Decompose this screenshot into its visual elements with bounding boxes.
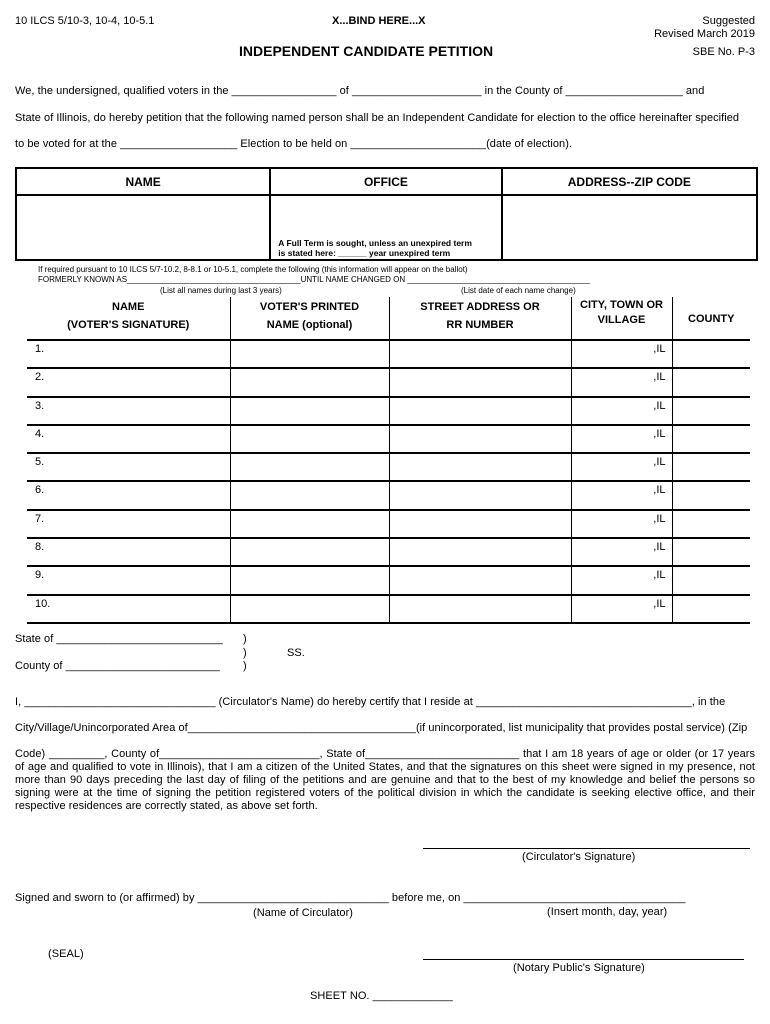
printed-name-cell[interactable] — [230, 538, 389, 566]
page-title: INDEPENDENT CANDIDATE PETITION — [239, 43, 494, 59]
county-cell[interactable] — [672, 595, 750, 623]
printed-name-cell[interactable] — [230, 566, 389, 594]
signature-row — [27, 368, 750, 396]
printed-name-cell[interactable] — [230, 397, 389, 425]
certification-line-2: City/Village/Unincorporated Area of_____________________________________(if unincorporated, list municipality that provides postal service) (Zip — [15, 722, 748, 734]
street-address-cell[interactable] — [389, 538, 571, 566]
statute-reference: 10 ILCS 5/10-3, 10-4, 10-5.1 — [15, 15, 155, 27]
name-of-circulator-label: (Name of Circulator) — [253, 907, 354, 919]
state-of-line: State of ___________________________ — [15, 633, 223, 645]
county-cell[interactable] — [672, 538, 750, 566]
county-cell[interactable] — [672, 397, 750, 425]
state-suffix: ,IL — [653, 569, 666, 582]
county-cell[interactable] — [672, 510, 750, 538]
notary-signature-label: (Notary Public's Signature) — [513, 962, 645, 974]
voter-signature-cell[interactable] — [27, 425, 230, 453]
voter-signature-cell[interactable] — [27, 595, 230, 623]
state-suffix: ,IL — [653, 541, 666, 554]
county-cell[interactable] — [672, 481, 750, 509]
row-number: 10. — [35, 597, 51, 610]
signature-row — [27, 566, 750, 594]
circulator-signature-label: (Circulator's Signature) — [522, 851, 636, 863]
signature-row — [27, 510, 750, 538]
state-suffix: ,IL — [653, 597, 666, 610]
county-cell[interactable] — [672, 368, 750, 396]
signature-row — [27, 481, 750, 509]
street-address-cell[interactable] — [389, 397, 571, 425]
certification-paragraph: Code) _________, County of__________________________, State of_________________________ that I am 18 years of age or older (or 17 years of age and qualified to vote in Illinois), that I am a citizen of the United States, and that the signatures on this sheet were signed in my presence, not more than 90 days preceding the last day of filing of the petitions and are genuine and that to the best of my knowledge and belief the persons so signing were at the time of signing the petition registered voters of the political division in which the candidate is seeking elective office, and their respective residences are correctly stated, as above set forth. — [15, 748, 755, 812]
county-cell[interactable] — [672, 566, 750, 594]
suggested-label: Suggested — [702, 15, 755, 27]
former-names-note: (List all names during last 3 years) — [160, 286, 282, 295]
state-suffix: ,IL — [653, 427, 666, 440]
candidate-office-cell[interactable] — [270, 195, 501, 260]
row-number: 9. — [35, 569, 45, 582]
intro-line-2: State of Illinois, do hereby petition that the following named person shall be an Independent Candidate for election to the office hereinafter specified — [15, 112, 740, 124]
candidate-address-header: ADDRESS--ZIP CODE — [502, 168, 757, 195]
notary-signature-line[interactable] — [423, 959, 744, 960]
voter-signature-cell[interactable] — [27, 340, 230, 368]
state-suffix: ,IL — [653, 343, 666, 355]
printed-name-cell[interactable] — [230, 595, 389, 623]
state-suffix: ,IL — [653, 399, 666, 412]
county-cell[interactable] — [672, 425, 750, 453]
certification-line-1: I, _______________________________ (Circulator's Name) do hereby certify that I reside at ___________________________________, in the — [15, 696, 726, 708]
city-header: CITY, TOWN OR VILLAGE — [571, 297, 672, 340]
printed-name-cell[interactable] — [230, 481, 389, 509]
voter-signature-cell[interactable] — [27, 481, 230, 509]
candidate-office-header: OFFICE — [270, 168, 501, 195]
venue-paren-2: ) — [243, 647, 247, 659]
street-address-header: STREET ADDRESS OR RR NUMBER — [389, 297, 571, 340]
candidate-address-cell[interactable] — [502, 195, 757, 260]
signature-row — [27, 538, 750, 566]
venue-paren-3: ) — [243, 660, 247, 672]
street-address-cell[interactable] — [389, 340, 571, 368]
full-term-note-1: A Full Term is sought, unless an unexpired term — [278, 238, 472, 248]
printed-name-cell[interactable] — [230, 340, 389, 368]
city-cell[interactable] — [571, 481, 672, 509]
sworn-line: Signed and sworn to (or affirmed) by _______________________________ before me, on ____________________________________ — [15, 892, 686, 904]
printed-name-cell[interactable] — [230, 453, 389, 481]
revision-date: Revised March 2019 — [654, 28, 755, 40]
insert-date-label: (Insert month, day, year) — [547, 906, 668, 918]
signature-row — [27, 340, 750, 368]
voter-signature-header: NAME (VOTER'S SIGNATURE) — [27, 297, 230, 340]
city-cell[interactable] — [571, 453, 672, 481]
street-address-cell[interactable] — [389, 595, 571, 623]
row-number: 1. — [35, 343, 45, 355]
city-cell[interactable] — [571, 340, 672, 368]
name-change-date-note: (List date of each name change) — [461, 286, 576, 295]
full-term-note-2: is stated here: ______ year unexpired term — [278, 248, 451, 258]
printed-name-cell[interactable] — [230, 368, 389, 396]
city-cell[interactable] — [571, 425, 672, 453]
bind-here-marker: X...BIND HERE...X — [332, 15, 426, 27]
formerly-known-as-line: FORMERLY KNOWN AS_______________________________________UNTIL NAME CHANGED ON _________________________________________ — [38, 275, 590, 284]
county-cell[interactable] — [672, 340, 750, 368]
signature-row — [27, 595, 750, 623]
state-suffix: ,IL — [653, 512, 666, 525]
state-suffix: ,IL — [653, 484, 666, 497]
street-address-cell[interactable] — [389, 368, 571, 396]
signature-row — [27, 397, 750, 425]
circulator-signature-line[interactable] — [423, 848, 750, 849]
voter-signature-cell[interactable] — [27, 566, 230, 594]
signature-row — [27, 425, 750, 453]
row-number: 6. — [35, 484, 45, 497]
voter-signature-cell[interactable] — [27, 510, 230, 538]
state-suffix: ,IL — [653, 371, 666, 384]
city-cell[interactable] — [571, 566, 672, 594]
voter-signature-cell[interactable] — [27, 368, 230, 396]
city-cell[interactable] — [571, 510, 672, 538]
venue-paren-1: ) — [243, 633, 247, 645]
voter-signature-cell[interactable] — [27, 538, 230, 566]
candidate-name-header: NAME — [16, 168, 270, 195]
intro-line-1: We, the undersigned, qualified voters in the _________________ of _____________________ in the County of ___________________ and — [15, 85, 705, 97]
ss-label: SS. — [287, 647, 305, 659]
county-of-line: County of _________________________ — [15, 660, 220, 672]
signature-table — [27, 297, 750, 624]
form-number: SBE No. P-3 — [692, 46, 755, 58]
row-number: 4. — [35, 427, 45, 440]
printed-name-cell[interactable] — [230, 510, 389, 538]
street-address-cell[interactable] — [389, 566, 571, 594]
state-suffix: ,IL — [653, 456, 666, 469]
street-address-cell[interactable] — [389, 481, 571, 509]
row-number: 7. — [35, 512, 45, 525]
street-address-cell[interactable] — [389, 425, 571, 453]
sheet-number: SHEET NO. _____________ — [310, 990, 453, 1002]
candidate-table — [15, 167, 758, 261]
county-cell[interactable] — [672, 453, 750, 481]
city-cell[interactable] — [571, 397, 672, 425]
row-number: 5. — [35, 456, 45, 469]
row-number: 3. — [35, 399, 45, 412]
city-cell[interactable] — [571, 538, 672, 566]
row-number: 8. — [35, 541, 45, 554]
city-cell[interactable] — [571, 595, 672, 623]
intro-line-3: to be voted for at the ___________________ Election to be held on ______________________(date of election). — [15, 138, 573, 150]
printed-name-header: VOTER'S PRINTED NAME (optional) — [230, 297, 389, 340]
row-number: 2. — [35, 371, 45, 384]
candidate-name-cell[interactable] — [16, 195, 270, 260]
street-address-cell[interactable] — [389, 510, 571, 538]
voter-signature-cell[interactable] — [27, 397, 230, 425]
former-names-instruction: If required pursuant to 10 ILCS 5/7-10.2, 8-8.1 or 10-5.1, complete the following (this information will appear on the ballot) — [38, 265, 468, 274]
voter-signature-cell[interactable] — [27, 453, 230, 481]
street-address-cell[interactable] — [389, 453, 571, 481]
city-cell[interactable] — [571, 368, 672, 396]
seal-label: (SEAL) — [48, 948, 84, 960]
county-header: COUNTY — [672, 297, 750, 340]
signature-row — [27, 453, 750, 481]
printed-name-cell[interactable] — [230, 425, 389, 453]
